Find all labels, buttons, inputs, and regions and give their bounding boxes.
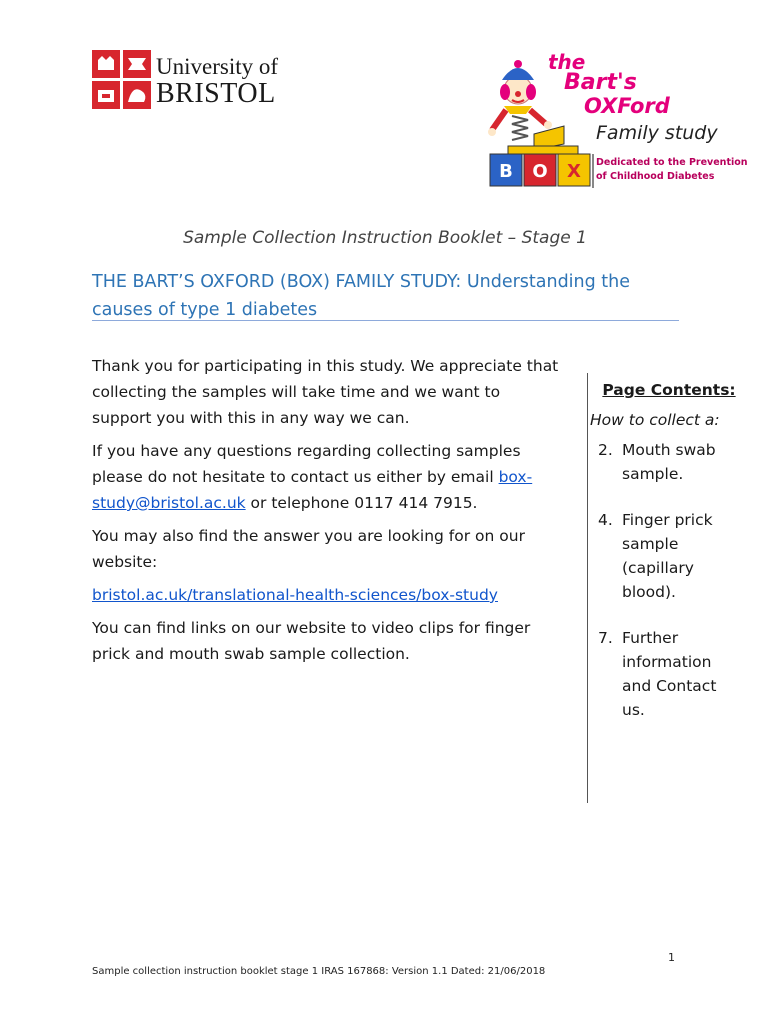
contents-item-number: 2. <box>598 441 613 459</box>
box-study-logo <box>488 50 748 192</box>
university-of-bristol-logo <box>92 50 322 112</box>
contents-item-mouth-swab <box>590 438 740 486</box>
page-contents-sidebar <box>590 378 740 722</box>
email-link[interactable]: box-study@bristol.ac.uk <box>92 468 533 512</box>
study-logo-oxford: OXFord <box>584 94 670 118</box>
how-to-collect-label: How to collect a: <box>590 411 720 429</box>
title-divider <box>92 320 679 321</box>
university-logo-line2: BRISTOL <box>156 78 276 109</box>
page-title: THE BART’S OXFORD (BOX) FAMILY STUDY: Understanding the causes of type 1 diabetes <box>92 272 631 320</box>
study-logo-barts: Bart's <box>564 70 637 95</box>
page-footer: Sample collection instruction booklet stage 1 IRAS 167868: Version 1.1 Dated: 21/06/2018 <box>92 966 546 977</box>
university-logo-line1: University of <box>156 54 279 79</box>
block-letter-o: O <box>532 161 548 182</box>
bristol-crest-icon <box>92 50 152 110</box>
contact-text-after: or telephone 0117 414 7915. <box>245 494 478 512</box>
intro-paragraph-contact <box>92 438 562 516</box>
contents-item-label: Finger prick sample (capillary blood). <box>622 511 713 601</box>
block-letter-x: X <box>567 161 581 182</box>
intro-paragraph-thanks: Thank you for participating in this study. We appreciate that collecting the samples will take time and we want to support you with this in any way we can. <box>92 357 559 427</box>
sidebar-divider <box>587 373 588 803</box>
contents-item-label: Mouth swab sample. <box>622 441 716 483</box>
contents-item-number: 7. <box>598 629 613 647</box>
page-number: 1 <box>668 951 675 964</box>
intro-paragraph-videos: You can find links on our website to video clips for finger prick and mouth swab sample collection. <box>92 619 531 663</box>
contents-item-further-info <box>590 626 740 722</box>
study-logo-tagline-2: of Childhood Diabetes <box>596 171 715 182</box>
website-link-paragraph <box>92 582 562 608</box>
study-logo-tagline-1: Dedicated to the Prevention <box>596 157 748 168</box>
contents-item-label: Further information and Contact us. <box>622 629 717 719</box>
page-contents-heading: Page Contents: <box>602 381 736 399</box>
website-link[interactable]: bristol.ac.uk/translational-health-sciences/box-study <box>92 586 498 604</box>
study-logo-family: Family study <box>596 122 718 144</box>
booklet-subtitle: Sample Collection Instruction Booklet – Stage 1 <box>183 228 587 248</box>
block-letter-b: B <box>499 161 513 182</box>
contact-text-before: If you have any questions regarding collecting samples please do not hesitate to contact us either by email <box>92 442 521 486</box>
intro-paragraph-website: You may also find the answer you are looking for on our website: <box>92 527 525 571</box>
contents-item-number: 4. <box>598 511 613 529</box>
intro-section <box>92 353 562 674</box>
study-logo-the: the <box>548 50 586 74</box>
contents-item-finger-prick <box>590 508 740 604</box>
